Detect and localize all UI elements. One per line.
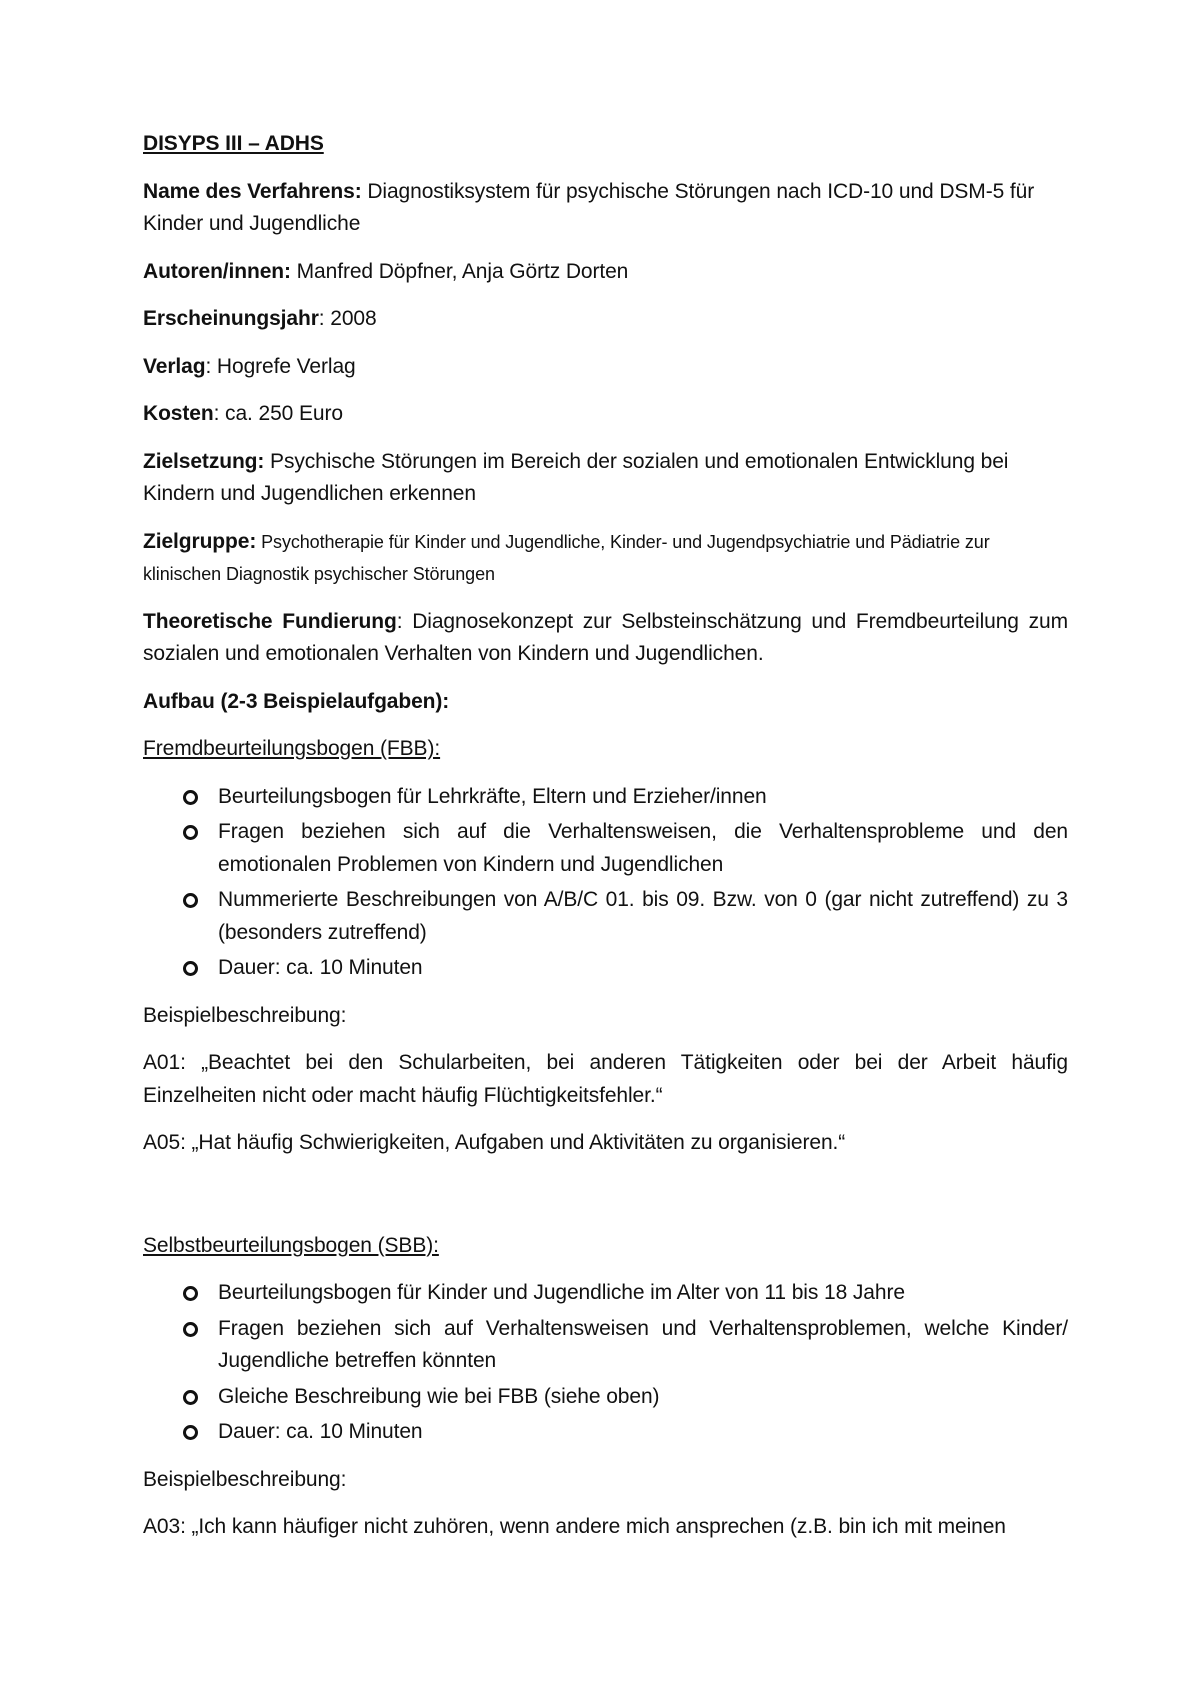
- section-spacer: [143, 1175, 1068, 1230]
- circle-bullet-icon: [183, 790, 198, 805]
- list-item-text: Nummerierte Beschreibungen von A/B/C 01. bis 09. Bzw. von 0 (gar nicht zutreffend) zu 3 (besonders zutreffend): [218, 888, 1068, 944]
- circle-bullet-icon: [183, 961, 198, 976]
- field-value: : ca. 250 Euro: [213, 402, 343, 425]
- field-label: Theoretische Fundierung: [143, 609, 397, 633]
- circle-bullet-icon: [183, 825, 198, 840]
- field-value: : 2008: [318, 307, 377, 330]
- sbb-bullet-list: [143, 1277, 1068, 1449]
- fbb-heading: Fremdbeurteilungsbogen (FBB):: [143, 737, 441, 760]
- list-item-text: Fragen beziehen sich auf Verhaltensweisen und Verhaltensproblemen, welche Kinder/ Jugendliche betreffen könnten: [218, 1316, 1068, 1372]
- document-body: [143, 128, 1068, 1559]
- list-item: [143, 1313, 1068, 1378]
- field-value: Psychische Störungen im Bereich der sozialen und emotionalen Entwicklung bei Kindern und Jugendlichen erkennen: [143, 449, 1009, 505]
- list-item: [143, 816, 1068, 881]
- list-item: [143, 1416, 1068, 1449]
- fbb-example-heading: Beispielbeschreibung:: [143, 1003, 347, 1027]
- list-item-text: Gleiche Beschreibung wie bei FBB (siehe oben): [218, 1384, 660, 1408]
- field-value: Psychotherapie für Kinder und Jugendliche, Kinder- und Jugendpsychiatrie und Pädiatrie zur klinischen Diagnostik psychischer Störungen: [143, 531, 990, 584]
- field-autoren: [143, 256, 1068, 289]
- field-zielsetzung: [143, 446, 1068, 511]
- field-label: Kosten: [143, 402, 214, 425]
- field-value: Diagnostiksystem für psychische Störungen nach ICD-10 und DSM-5 für Kinder und Jugendliche: [143, 179, 1035, 235]
- field-label: Zielsetzung:: [143, 449, 265, 473]
- field-label: Zielgruppe:: [143, 529, 257, 553]
- field-verlag: [143, 351, 1068, 384]
- circle-bullet-icon: [183, 1425, 198, 1440]
- field-label: Erscheinungsjahr: [143, 307, 319, 330]
- list-item: [143, 1381, 1068, 1414]
- list-item: [143, 781, 1068, 814]
- aufbau-heading: Aufbau (2-3 Beispielaufgaben):: [143, 689, 450, 713]
- circle-bullet-icon: [183, 893, 198, 908]
- list-item-text: Dauer: ca. 10 Minuten: [218, 956, 423, 979]
- field-label: Autoren/innen:: [143, 259, 291, 283]
- document-title: DISYPS III – ADHS: [143, 132, 324, 155]
- field-value: Manfred Döpfner, Anja Görtz Dorten: [290, 259, 629, 283]
- field-theoretische-fundierung: [143, 606, 1068, 671]
- fbb-bullet-list: [143, 781, 1068, 985]
- field-zielgruppe: [143, 526, 1068, 591]
- sbb-example-heading: Beispielbeschreibung:: [143, 1467, 347, 1491]
- circle-bullet-icon: [183, 1286, 198, 1301]
- circle-bullet-icon: [183, 1390, 198, 1405]
- list-item-text: Beurteilungsbogen für Lehrkräfte, Eltern und Erzieher/innen: [218, 784, 767, 808]
- circle-bullet-icon: [183, 1322, 198, 1337]
- field-value: : Hogrefe Verlag: [205, 354, 356, 378]
- field-label: Verlag: [143, 354, 206, 378]
- sbb-example-a03: A03: „Ich kann häufiger nicht zuhören, wenn andere mich ansprechen (z.B. bin ich mit meinen: [143, 1515, 1006, 1538]
- field-label: Name des Verfahrens:: [143, 179, 362, 203]
- field-kosten: [143, 398, 1068, 431]
- field-value: : Diagnosekonzept zur Selbsteinschätzung und Fremdbeurteilung zum sozialen und emotionalen Verhalten von Kindern und Jugendlichen.: [143, 609, 1068, 665]
- list-item-text: Fragen beziehen sich auf die Verhaltensweisen, die Verhaltensprobleme und den emotionalen Problemen von Kindern und Jugendlichen: [218, 820, 1068, 876]
- list-item: [143, 884, 1068, 949]
- fbb-example-a05: A05: „Hat häufig Schwierigkeiten, Aufgaben und Aktivitäten zu organisieren.“: [143, 1131, 846, 1154]
- sbb-heading: Selbstbeurteilungsbogen (SBB):: [143, 1233, 439, 1257]
- fbb-example-a01: A01: „Beachtet bei den Schularbeiten, bei anderen Tätigkeiten oder bei der Arbeit häufig Einzelheiten nicht oder macht häufig Flüchtigkeitsfehler.“: [143, 1051, 1068, 1107]
- list-item: [143, 952, 1068, 985]
- list-item: [143, 1277, 1068, 1310]
- field-erscheinungsjahr: [143, 303, 1068, 336]
- list-item-text: Dauer: ca. 10 Minuten: [218, 1420, 423, 1443]
- list-item-text: Beurteilungsbogen für Kinder und Jugendliche im Alter von 11 bis 18 Jahre: [218, 1281, 905, 1304]
- field-name-des-verfahrens: [143, 176, 1068, 241]
